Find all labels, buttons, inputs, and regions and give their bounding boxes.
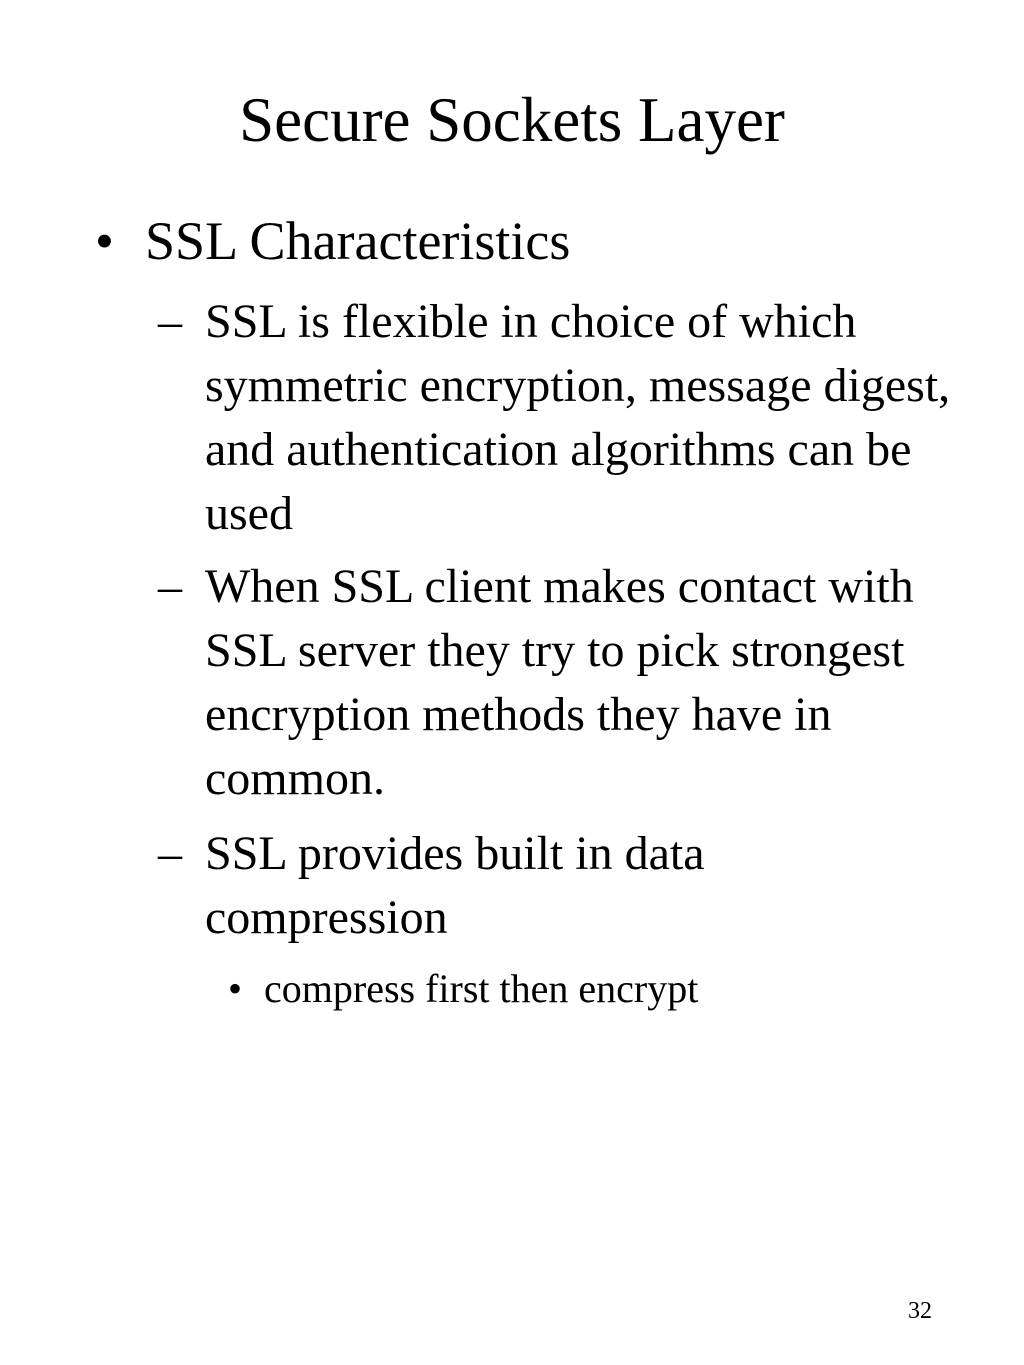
sub-bullet-client-server-contact (158, 555, 958, 811)
dash-marker: – (158, 827, 182, 880)
sub-bullet-text: SSL provides built in data compression (205, 827, 705, 944)
sub-bullet-text: When SSL client makes contact with SSL server they try to pick strongest encryption methods they have in common. (205, 560, 914, 805)
sub-sub-bullet-compress-first (228, 963, 698, 1015)
bullet-ssl-characteristics (95, 210, 570, 272)
bullet-marker: • (95, 211, 114, 271)
sub-bullet-text: SSL is flexible in choice of which symmetric encryption, message digest, and authentication algorithms can be used (205, 295, 951, 540)
sub-bullet-data-compression (158, 822, 958, 950)
dash-marker: – (158, 295, 182, 348)
slide-title: Secure Sockets Layer (239, 85, 785, 155)
bullet-text: SSL Characteristics (145, 211, 571, 271)
sub-bullet-flexible-choice (158, 290, 958, 546)
page-number: 32 (908, 1298, 932, 1324)
bullet-marker: • (228, 966, 243, 1011)
sub-sub-bullet-text: compress first then encrypt (264, 966, 699, 1011)
dash-marker: – (158, 560, 182, 613)
